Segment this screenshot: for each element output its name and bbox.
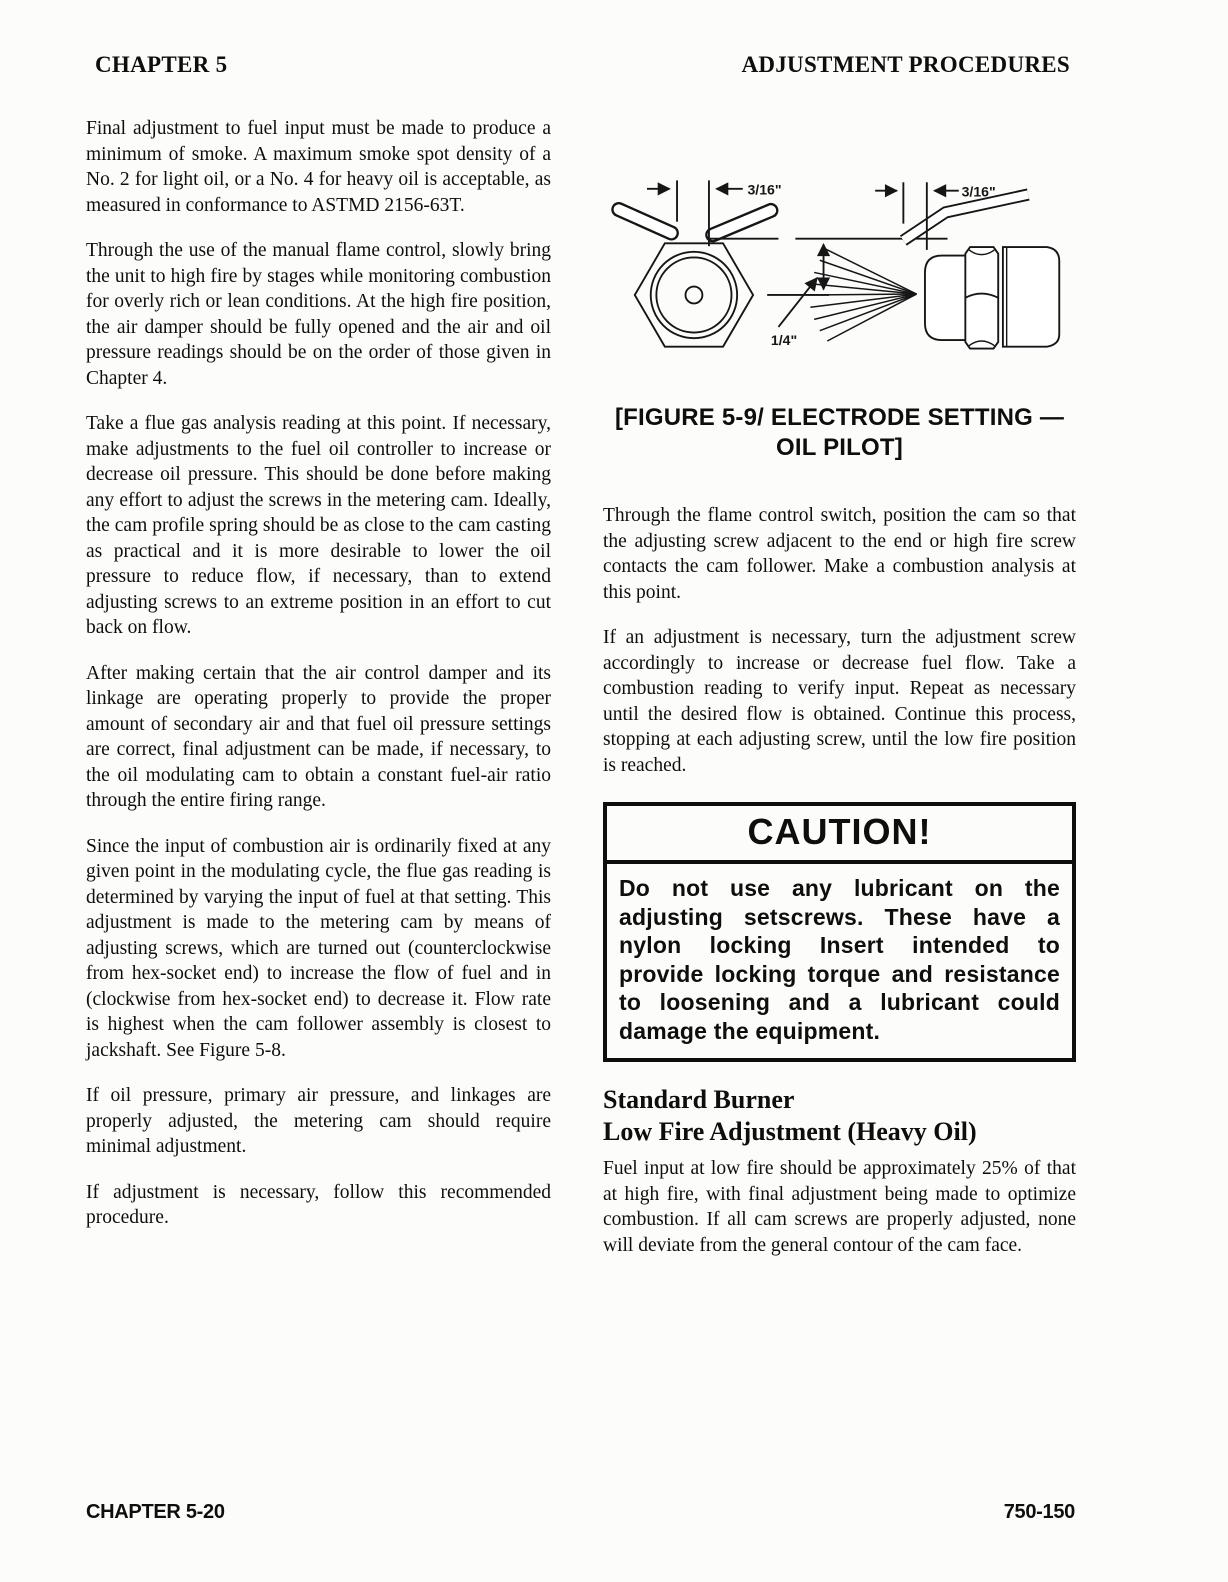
figure-caption-line2: OIL PILOT] — [776, 434, 903, 461]
footer-page-label: CHAPTER 5-20 — [86, 1501, 225, 1523]
page-header — [0, 0, 1228, 78]
paragraph: If adjustment is necessary, follow this recommended procedure. — [86, 1181, 551, 1228]
paragraph: If an adjustment is necessary, turn the adjustment screw accordingly to increase or decrease fuel flow. Take a combustion reading to verify input. Repeat as necessary until the desired flow is obtained. Continue this process, stopping at each adjusting screw, until the low fire position is reached. — [603, 627, 1076, 776]
dimension-label-front-gap: 3/16" — [747, 181, 782, 198]
electrode-setting-diagram — [603, 156, 1076, 372]
oil-spray-pattern — [809, 249, 917, 341]
paragraph: Final adjustment to fuel input must be made to produce a minimum of smoke. A maximum smoke spot density of a No. 2 for light oil, or a No. 4 for heavy oil is acceptable, as measured in conformance to ASTMD 2156-63T. — [86, 118, 551, 216]
dimension-lines — [709, 239, 948, 327]
caution-box — [603, 802, 1076, 1062]
dimension-label-spray-height: 1/4" — [770, 331, 798, 348]
caution-body: Do not use any lubricant on the adjusting setscrews. These have a nylon locking Insert intended to provide locking torque and resistance to loosening and a lubricant could damage the equipment. — [619, 875, 1060, 1044]
nozzle-front-view — [619, 180, 771, 346]
figure-5-9 — [603, 156, 1076, 463]
right-column — [603, 116, 1076, 1278]
two-column-body — [0, 78, 1228, 1278]
paragraph: Take a flue gas analysis reading at this point. If necessary, make adjustments to the fuel oil controller to increase or decrease oil pressure. This should be done before making any effort to adjust the screws in the metering cam. Ideally, the cam profile spring should be as close to the cam casting as practical and it is more desirable to lower the oil pressure to reduce flow, if necessary, than to extend adjusting screws to an extreme position in an effort to cut back on flow. — [86, 413, 551, 638]
paragraph: After making certain that the air control damper and its linkage are operating properly to provide the proper amount of secondary air and that fuel oil pressure settings are correct, final adjustment can be made, if necessary, to the oil modulating cam to obtain a constant fuel-air ratio through the entire firing range. — [86, 662, 551, 811]
caution-title: CAUTION! — [607, 806, 1072, 864]
nozzle-side-view — [875, 182, 1059, 348]
chapter-label: CHAPTER 5 — [95, 52, 228, 77]
paragraph: Since the input of combustion air is ordinarily fixed at any given point in the modulating cycle, the flue gas reading is determined by varying the input of fuel at that setting. This adjustment is made to the metering cam by means of adjusting screws, which are turned out (counterclockwise from hex-socket end) to increase the flow of fuel and in (clockwise from hex-socket end) to decrease it. Flow rate is highest when the cam follower assembly is closest to jackshaft. See Figure 5-8. — [86, 835, 551, 1061]
dimension-label-side-gap: 3/16" — [961, 183, 996, 200]
section-heading-low-fire-adjustment: Low Fire Adjustment (Heavy Oil) — [603, 1117, 977, 1146]
paragraph: Fuel input at low fire should be approximately 25% of that at high fire, with final adjustment being made to optimize combustion. If all cam screws are properly adjusted, none will deviate from the general contour of the cam face. — [603, 1158, 1076, 1256]
paragraph: If oil pressure, primary air pressure, and linkages are properly adjusted, the metering cam should require minimal adjustment. — [86, 1085, 551, 1157]
figure-caption — [603, 403, 1076, 463]
paragraph: Through the use of the manual flame control, slowly bring the unit to high fire by stages while monitoring combustion for overly rich or lean conditions. At the high fire position, the air damper should be fully opened and the air and oil pressure readings should be on the order of those given in Chapter 4. — [86, 240, 551, 389]
page-title: ADJUSTMENT PROCEDURES — [741, 52, 1070, 77]
page-footer — [86, 1501, 1075, 1524]
figure-caption-line1: [FIGURE 5-9/ ELECTRODE SETTING — — [614, 404, 1065, 431]
section-heading-standard-burner: Standard Burner — [603, 1085, 795, 1114]
left-column — [86, 116, 551, 1278]
footer-doc-number: 750-150 — [1003, 1501, 1075, 1523]
paragraph: Through the flame control switch, position the cam so that the adjusting screw adjacent to the end or high fire screw contacts the cam follower. Make a combustion analysis at this point. — [603, 505, 1076, 603]
